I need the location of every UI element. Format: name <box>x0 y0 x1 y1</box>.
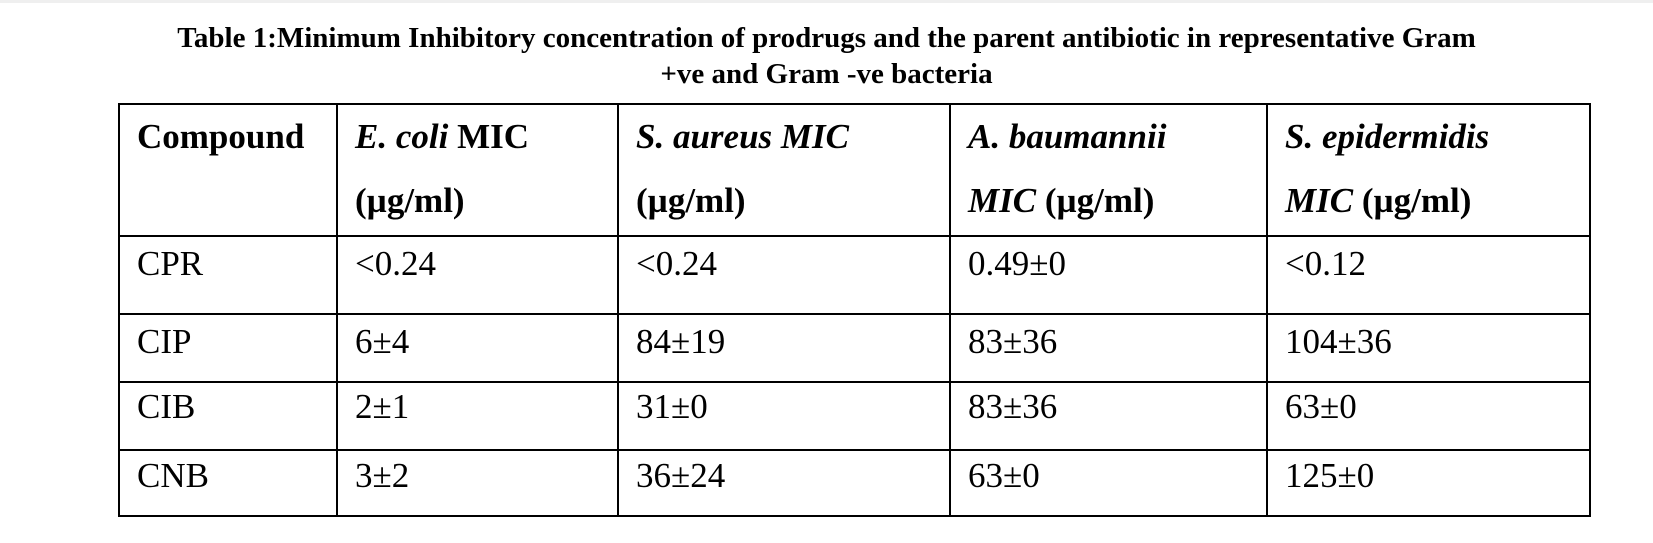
header-s-epidermidis-unit: (µg/ml) <box>1353 181 1472 220</box>
cell-compound: CPR <box>119 236 337 314</box>
cell-a-baumannii: 83±36 <box>950 314 1267 382</box>
header-s-aureus <box>618 104 950 236</box>
header-s-epidermidis <box>1267 104 1590 236</box>
cell-s-epidermidis: 125±0 <box>1267 450 1590 516</box>
table-row <box>119 236 1590 314</box>
header-a-baumannii <box>950 104 1267 236</box>
cell-s-epidermidis: <0.12 <box>1267 236 1590 314</box>
cell-compound: CIP <box>119 314 337 382</box>
cell-a-baumannii: 0.49±0 <box>950 236 1267 314</box>
header-e-coli <box>337 104 618 236</box>
header-compound <box>119 104 337 236</box>
mic-table <box>118 103 1591 517</box>
header-compound-label: Compound <box>137 117 305 156</box>
header-e-coli-mic: MIC <box>448 117 530 156</box>
cell-s-aureus: 84±19 <box>618 314 950 382</box>
caption-line-2: +ve and Gram -ve bacteria <box>660 58 993 90</box>
header-e-coli-species: E. coli <box>355 117 449 156</box>
table-row <box>119 450 1590 516</box>
cell-s-epidermidis: 63±0 <box>1267 382 1590 450</box>
header-s-epidermidis-mic: MIC <box>1285 181 1354 220</box>
header-s-aureus-species: S. aureus MIC <box>636 117 850 156</box>
header-a-baumannii-mic: MIC <box>968 181 1037 220</box>
cell-e-coli: <0.24 <box>337 236 618 314</box>
header-s-aureus-unit: (µg/ml) <box>636 181 746 220</box>
table-header-row <box>119 104 1590 236</box>
header-a-baumannii-unit: (µg/ml) <box>1036 181 1155 220</box>
table-row <box>119 314 1590 382</box>
cell-s-epidermidis: 104±36 <box>1267 314 1590 382</box>
cell-compound: CNB <box>119 450 337 516</box>
cell-e-coli: 6±4 <box>337 314 618 382</box>
cell-e-coli: 2±1 <box>337 382 618 450</box>
cell-a-baumannii: 63±0 <box>950 450 1267 516</box>
cell-s-aureus: 31±0 <box>618 382 950 450</box>
caption-line-1: Table 1:Minimum Inhibitory concentration of prodrugs and the parent antibiotic in representative Gram <box>177 22 1476 54</box>
cell-compound: CIB <box>119 382 337 450</box>
cell-e-coli: 3±2 <box>337 450 618 516</box>
top-rule <box>0 0 1653 3</box>
cell-s-aureus: 36±24 <box>618 450 950 516</box>
header-a-baumannii-species: A. baumannii <box>968 117 1167 156</box>
header-e-coli-unit: (µg/ml) <box>355 181 465 220</box>
table-row <box>119 382 1590 450</box>
header-s-epidermidis-species: S. epidermidis <box>1285 117 1490 156</box>
table-caption <box>0 20 1653 92</box>
cell-s-aureus: <0.24 <box>618 236 950 314</box>
cell-a-baumannii: 83±36 <box>950 382 1267 450</box>
